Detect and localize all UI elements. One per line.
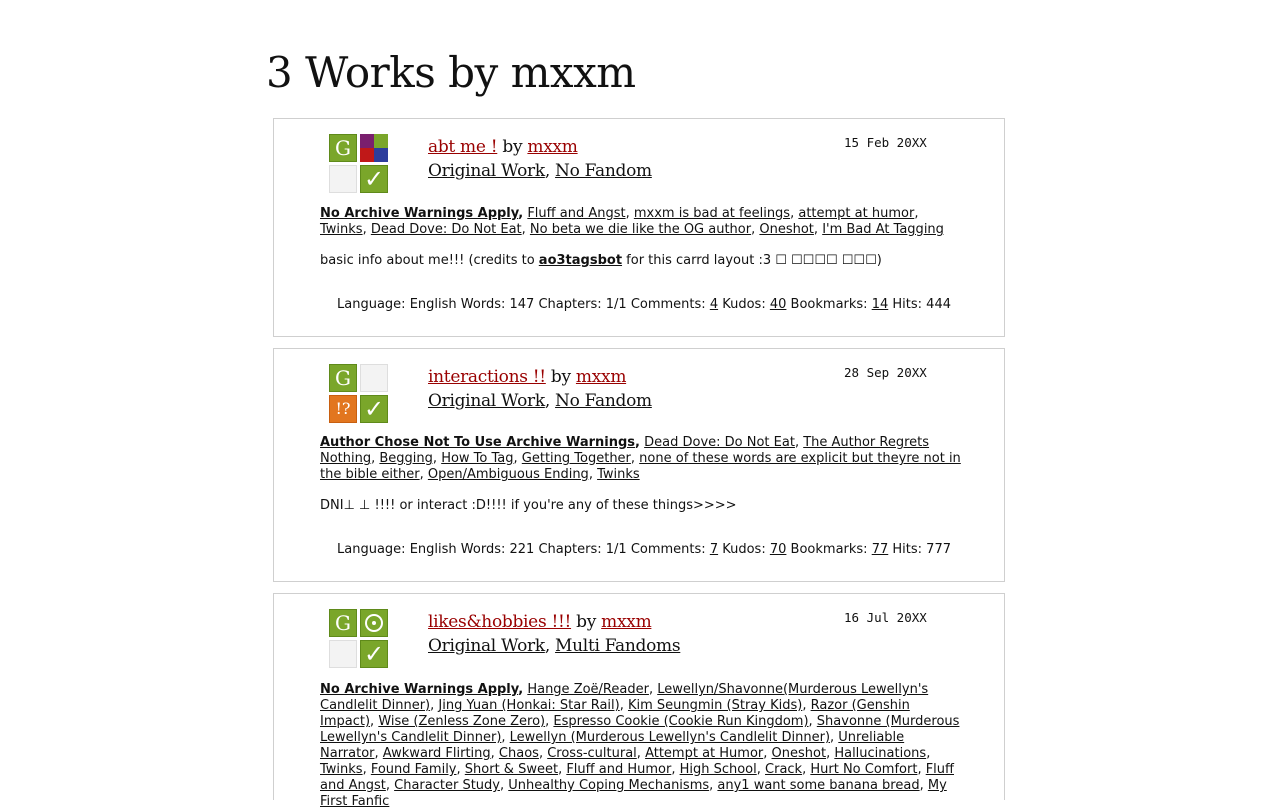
summary-link[interactable]: ao3tagsbot — [538, 253, 623, 268]
tag-list: No Archive Warnings Apply, Fluff and Angst, mxxm is bad at feelings, attempt at humor, Twinks, Dead Dove: Do Not Eat, No beta we die like the OG author, Oneshot, I'm Bad At Tagging — [320, 206, 944, 237]
bookmarks-link[interactable]: 77 — [871, 542, 889, 557]
blank-icon — [329, 640, 357, 668]
tag-list: No Archive Warnings Apply, Hange Zoë/Reader, Lewellyn/Shavonne(Murderous Lewellyn's Candlelit Dinner), Jing Yuan (Honkai: Star Rail), Kim Seungmin (Stray Kids), Razor (Genshin Impact), Wise (Zenless Zone Zero), Espresso Cookie (Cookie Run Kingdom), Shavonne (Murderous Lewellyn's Candlelit Dinner), Lewellyn (Murderous Lewellyn's Candlelit Dinner), Unreliable Narrator, Awkward Flirting, Chaos, Cross-cultural, Attempt at Humor, Oneshot, Hallucinations, Twinks, Found Family, Short & Sweet, Fluff and Humor, High School, Crack, Hurt No Comfort, Fluff and Angst, Character Study, Unhealthy Coping Mechanisms, any1 want some banana bread, My First Fanfic — [320, 682, 960, 809]
tag-link[interactable]: Getting Together — [521, 451, 631, 466]
fandom-link[interactable]: Original Work — [428, 391, 545, 411]
summary: basic info about me!!! (credits to ao3tagsbot for this carrd layout :3 ☐ ☐☐☐☐ ☐☐☐) — [320, 253, 882, 268]
tag-link[interactable]: Hurt No Comfort — [810, 762, 918, 777]
tag-link[interactable]: Crack — [765, 762, 803, 777]
work-title-link[interactable]: abt me ! — [428, 137, 498, 157]
tag-link[interactable]: Razor (Genshin Impact) — [320, 698, 910, 729]
fandom-link[interactable]: Original Work — [428, 636, 545, 656]
work-title-link[interactable]: interactions !! — [428, 367, 546, 387]
tag-link[interactable]: Lewellyn (Murderous Lewellyn's Candlelit Dinner) — [509, 730, 831, 745]
tag-link[interactable]: Character Study — [394, 778, 500, 793]
rating-g-icon[interactable]: G — [329, 134, 357, 162]
author-link[interactable]: mxxm — [575, 367, 627, 387]
tag-link[interactable]: Begging — [379, 451, 433, 466]
tag-link[interactable]: Fluff and Angst — [320, 762, 954, 793]
tag-link[interactable]: High School — [679, 762, 757, 777]
work-heading — [428, 365, 626, 389]
warning-tag[interactable]: Author Chose Not To Use Archive Warnings — [320, 435, 636, 450]
fandom-link[interactable]: No Fandom — [555, 161, 652, 181]
page-title: 3 Works by mxxm — [266, 48, 636, 97]
warning-tag[interactable]: No Archive Warnings Apply — [320, 682, 519, 697]
rating-g-icon[interactable]: G — [329, 609, 357, 637]
summary: DNI⊥ ⊥ !!!! or interact :D!!!! if you're any of these things>>>> — [320, 498, 737, 513]
work-title-link[interactable]: likes&hobbies !!! — [428, 612, 572, 632]
tag-link[interactable]: Espresso Cookie (Cookie Run Kingdom) — [553, 714, 809, 729]
fandoms: Original Work, No Fandom — [428, 391, 652, 411]
work-date: 16 Jul 20XX — [844, 610, 927, 625]
required-tags — [329, 609, 388, 668]
by-label: by — [576, 612, 597, 632]
tag-link[interactable]: Twinks — [320, 762, 363, 777]
required-tags — [329, 134, 388, 193]
tag-link[interactable]: My First Fanfic — [320, 778, 947, 809]
tag-link[interactable]: Unhealthy Coping Mechanisms — [508, 778, 710, 793]
comments-link[interactable]: 7 — [709, 542, 719, 557]
fandoms: Original Work, Multi Fandoms — [428, 636, 681, 656]
tag-link[interactable]: Kim Seungmin (Stray Kids) — [627, 698, 803, 713]
rating-g-icon[interactable]: G — [329, 364, 357, 392]
tag-link[interactable]: Hange Zoë/Reader — [527, 682, 649, 697]
warning-choose-not-icon[interactable]: !? — [329, 395, 357, 423]
tag-link[interactable]: Short & Sweet — [464, 762, 559, 777]
kudos-link[interactable]: 40 — [769, 297, 787, 312]
bookmarks-link[interactable]: 14 — [871, 297, 889, 312]
kudos-link[interactable]: 70 — [769, 542, 787, 557]
tag-link[interactable]: Dead Dove: Do Not Eat — [644, 435, 795, 450]
tag-link[interactable]: Unreliable Narrator — [320, 730, 905, 761]
tag-link[interactable]: none of these words are explicit but theyre not in the bible either — [320, 451, 961, 482]
tag-link[interactable]: Twinks — [597, 467, 640, 482]
comments-link[interactable]: 4 — [709, 297, 719, 312]
stats: Language: English Words: 147 Chapters: 1/1 Comments: 4 Kudos: 40 Bookmarks: 14 Hits: 444 — [337, 297, 951, 312]
work-blurb — [273, 593, 1005, 809]
complete-check-icon[interactable]: ✓ — [360, 395, 388, 423]
tag-link[interactable]: attempt at humor — [798, 206, 915, 221]
tag-link[interactable]: mxxm is bad at feelings — [633, 206, 791, 221]
tag-link[interactable]: Lewellyn/Shavonne(Murderous Lewellyn's Candlelit Dinner) — [320, 682, 929, 713]
work-blurb — [273, 348, 1005, 582]
blank-icon — [360, 364, 388, 392]
warning-tag[interactable]: No Archive Warnings Apply — [320, 206, 519, 221]
tag-link[interactable]: Oneshot — [759, 222, 814, 237]
tag-link[interactable]: Fluff and Humor — [566, 762, 672, 777]
by-label: by — [502, 137, 523, 157]
gen-category-icon[interactable] — [360, 609, 388, 637]
author-link[interactable]: mxxm — [601, 612, 652, 632]
by-label: by — [550, 367, 571, 387]
tag-link[interactable]: Awkward Flirting — [382, 746, 491, 761]
author-link[interactable]: mxxm — [527, 137, 578, 157]
tag-link[interactable]: How To Tag — [441, 451, 514, 466]
stats: Language: English Words: 221 Chapters: 1/1 Comments: 7 Kudos: 70 Bookmarks: 77 Hits: 777 — [337, 542, 951, 557]
tag-link[interactable]: Attempt at Humor — [645, 746, 764, 761]
tag-list: Author Chose Not To Use Archive Warnings, Dead Dove: Do Not Eat, The Author Regrets Nothing, Begging, How To Tag, Getting Together, none of these words are explicit but theyre not in the bible either, Open/Ambiguous Ending, Twinks — [320, 435, 961, 482]
work-blurb — [273, 118, 1005, 337]
work-heading — [428, 135, 578, 159]
fandom-link[interactable]: Multi Fandoms — [555, 636, 681, 656]
tag-link[interactable]: Oneshot — [771, 746, 827, 761]
required-tags — [329, 364, 388, 423]
work-heading — [428, 610, 651, 634]
tag-link[interactable]: Shavonne (Murderous Lewellyn's Candlelit Dinner) — [320, 714, 960, 745]
fandoms: Original Work, No Fandom — [428, 161, 652, 181]
tag-link[interactable]: The Author Regrets Nothing — [320, 435, 930, 466]
complete-check-icon[interactable]: ✓ — [360, 640, 388, 668]
fandom-link[interactable]: Original Work — [428, 161, 545, 181]
tag-link[interactable]: I'm Bad At Tagging — [822, 222, 944, 237]
tag-link[interactable]: Jing Yuan (Honkai: Star Rail) — [438, 698, 620, 713]
tag-link[interactable]: Wise (Zenless Zone Zero) — [378, 714, 546, 729]
fandom-link[interactable]: No Fandom — [555, 391, 652, 411]
work-date: 28 Sep 20XX — [844, 365, 927, 380]
multi-category-icon[interactable] — [360, 134, 388, 162]
work-date: 15 Feb 20XX — [844, 135, 927, 150]
tag-link[interactable]: Fluff and Angst — [527, 206, 626, 221]
tag-link[interactable]: any1 want some banana bread — [717, 778, 920, 793]
tag-link[interactable]: Found Family — [370, 762, 457, 777]
tag-link[interactable]: Twinks — [320, 222, 363, 237]
tag-link[interactable]: Hallucinations — [834, 746, 927, 761]
complete-check-icon[interactable]: ✓ — [360, 165, 388, 193]
tag-link[interactable]: No beta we die like the OG author — [529, 222, 752, 237]
tag-link[interactable]: Dead Dove: Do Not Eat — [370, 222, 522, 237]
blank-icon — [329, 165, 357, 193]
tag-link[interactable]: Cross-cultural — [547, 746, 637, 761]
tag-link[interactable]: Open/Ambiguous Ending — [427, 467, 589, 482]
tag-link[interactable]: Chaos — [498, 746, 539, 761]
